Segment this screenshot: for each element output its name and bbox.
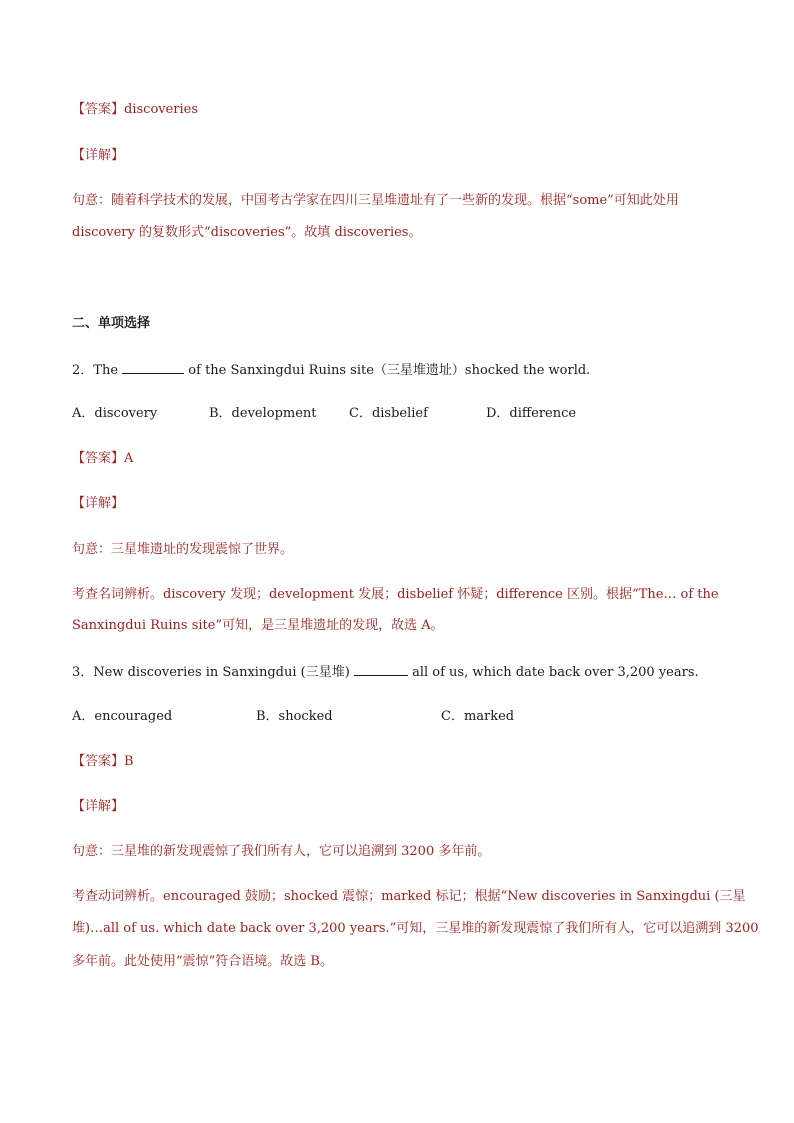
section-heading: 二、单项选择 — [72, 316, 151, 331]
q2-stem-after: of the Sanxingdui Ruins site（三星堆遗址）shocked the world. — [188, 363, 591, 378]
q3-answer-value: B — [124, 754, 134, 769]
q2-answer — [72, 451, 133, 467]
q2-stem-before: 2．The — [72, 363, 119, 378]
q1-detail-label: 【详解】 — [72, 148, 125, 163]
q3-answer-label: 【答案】 — [72, 754, 125, 769]
q3-answer — [72, 754, 134, 770]
q3-option-c: C．marked — [441, 709, 515, 724]
q3-meaning: 句意：三星堆的新发现震惊了我们所有人，它可以追溯到 3200 多年前。 — [72, 844, 491, 859]
q3-analysis-line3: 多年前。此处使用“震惊”符合语境。故选 B。 — [72, 954, 333, 969]
q2-meaning: 句意：三星堆遗址的发现震惊了世界。 — [72, 542, 294, 557]
q3-stem-before: 3．New discoveries in Sanxingdui (三星堆) — [72, 665, 350, 680]
q2-option-c: C．disbelief — [349, 406, 428, 421]
q2-option-a: A．discovery — [72, 406, 158, 421]
q2-option-b: B．development — [209, 406, 317, 421]
q3-detail-label: 【详解】 — [72, 799, 125, 814]
q2-option-d: D．difference — [486, 406, 577, 421]
q3-blank — [354, 663, 408, 676]
q1-answer-value: discoveries — [124, 102, 199, 117]
q3-option-b: B．shocked — [256, 709, 333, 724]
q3-stem-after: all of us, which date back over 3,200 years. — [412, 665, 699, 680]
q2-analysis-line1: 考查名词辨析。discovery 发现；development 发展；disbelief 怀疑；difference 区别。根据“The… of the — [72, 587, 719, 602]
q1-explanation-line2: discovery 的复数形式“discoveries”。故填 discoveries。 — [72, 225, 422, 240]
q1-answer-label: 【答案】 — [72, 102, 125, 117]
q2-stem — [72, 361, 590, 379]
q3-analysis-line2: 堆)…all of us. which date back over 3,200 years.”可知，三星堆的新发现震惊了我们所有人，它可以追溯到 3200 — [72, 921, 759, 936]
q3-analysis-line1: 考查动词辨析。encouraged 鼓励；shocked 震惊；marked 标记；根据“New discoveries in Sanxingdui (三星 — [72, 889, 746, 904]
q1-answer — [72, 102, 198, 118]
q1-explanation-line1: 句意：随着科学技术的发展，中国考古学家在四川三星堆遗址有了一些新的发现。根据“some”可知此处用 — [72, 193, 679, 208]
q2-detail-label: 【详解】 — [72, 496, 125, 511]
q2-analysis-line2: Sanxingdui Ruins site”可知，是三星堆遗址的发现，故选 A。 — [72, 618, 444, 633]
q2-blank — [122, 361, 184, 374]
q3-option-a: A．encouraged — [72, 709, 173, 724]
q3-stem — [72, 663, 699, 681]
q2-answer-value: A — [124, 451, 134, 466]
q2-answer-label: 【答案】 — [72, 451, 125, 466]
